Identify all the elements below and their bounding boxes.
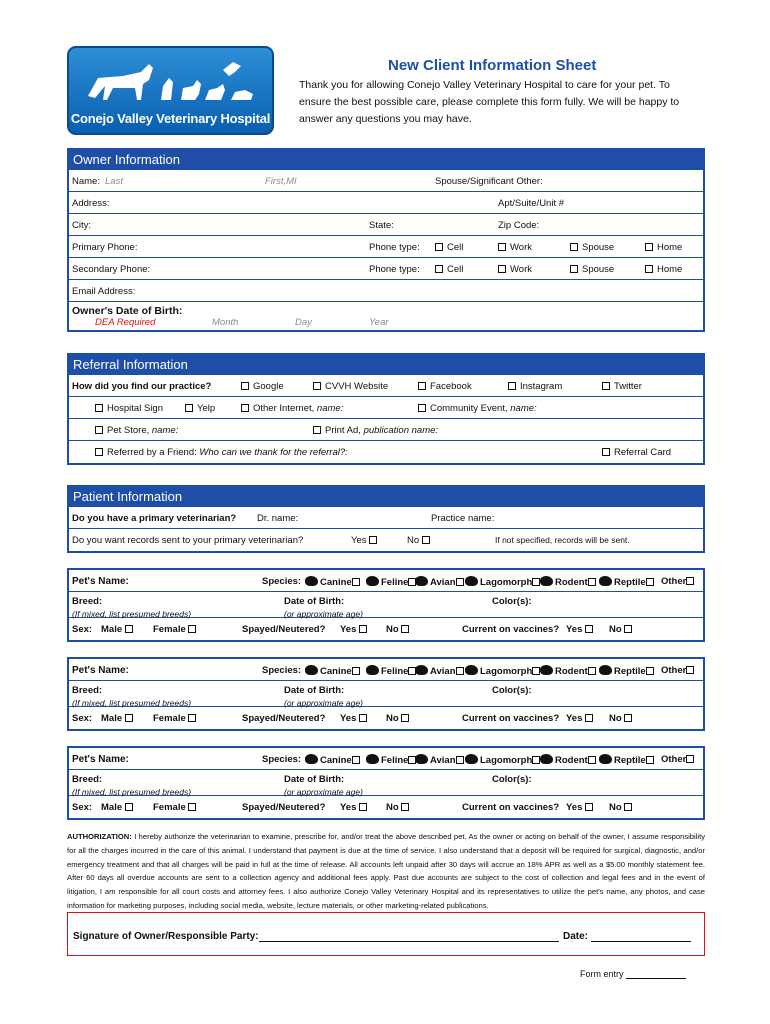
spouse-label: Spouse/Significant Other:	[435, 176, 543, 187]
pet-dob-label: Date of Birth:	[284, 596, 345, 607]
referral-row-2	[69, 397, 703, 419]
records-question: Do you want records sent to your primary veterinarian?	[72, 535, 304, 546]
pet-name-row[interactable]	[69, 570, 703, 592]
referral-section	[67, 353, 705, 465]
primary-phone-row[interactable]	[69, 236, 703, 258]
lagomorph-checkbox[interactable]: Lagomorph	[465, 754, 544, 766]
home-checkbox[interactable]: Home	[645, 242, 682, 253]
species-label: Species:	[262, 576, 302, 587]
breed-note: (If mixed, list presumed breeds)	[72, 609, 192, 619]
friend-checkbox[interactable]: Referred by a Friend: Who can we thank for the referral?:	[95, 447, 348, 458]
female-checkbox[interactable]: Female	[153, 624, 200, 635]
apt-label: Apt/Suite/Unit #	[498, 198, 565, 209]
pet-dob-note: (or approximate age)	[284, 787, 363, 797]
referral-row-1	[69, 375, 703, 397]
breed-label: Breed:	[72, 596, 103, 607]
vaccines-yes-checkbox[interactable]: Yes	[566, 802, 597, 813]
referral-heading: Referral Information	[69, 355, 703, 375]
avian-checkbox[interactable]: Avian	[415, 665, 468, 677]
print-ad-checkbox[interactable]: Print Ad, publication name:	[313, 425, 438, 436]
feline-checkbox[interactable]: Feline	[366, 754, 420, 766]
canine-checkbox[interactable]: Canine	[305, 576, 364, 588]
sex-row[interactable]	[69, 796, 703, 818]
hospital-name: Conejo Valley Veterinary Hospital	[70, 111, 271, 126]
spayed-yes-checkbox[interactable]: Yes	[340, 713, 371, 724]
dog-icon	[305, 665, 318, 675]
referral-question: How did you find our practice?	[72, 381, 212, 392]
primary-vet-question: Do you have a primary veterinarian?	[72, 513, 237, 524]
signature-field[interactable]: Signature of Owner/Responsible Party:	[73, 931, 559, 942]
dog-icon	[305, 754, 318, 764]
day-hint: Day	[295, 317, 312, 328]
dob-label: Owner's Date of Birth:	[72, 305, 183, 317]
colors-label: Color(s):	[492, 774, 532, 785]
rabbit-icon	[465, 665, 478, 675]
canine-checkbox[interactable]: Canine	[305, 665, 364, 677]
breed-note: (If mixed, list presumed breeds)	[72, 698, 192, 708]
email-label: Email Address:	[72, 286, 136, 297]
spayed-no-checkbox[interactable]: No	[386, 802, 413, 813]
other-checkbox[interactable]: Other	[661, 665, 698, 676]
breed-label: Breed:	[72, 774, 103, 785]
form-entry[interactable]	[580, 969, 686, 979]
female-checkbox[interactable]: Female	[153, 802, 200, 813]
vaccines-no-checkbox[interactable]: No	[609, 713, 636, 724]
city-row[interactable]	[69, 214, 703, 236]
pet-dob-note: (or approximate age)	[284, 698, 363, 708]
year-hint: Year	[369, 317, 389, 328]
spouse-checkbox[interactable]: Spouse	[570, 264, 614, 275]
vaccines-label: Current on vaccines?	[462, 624, 560, 635]
pet-name-label: Pet's Name:	[72, 576, 129, 587]
cat-icon	[366, 754, 379, 764]
instagram-checkbox[interactable]: Instagram	[508, 381, 562, 392]
vaccines-yes-checkbox[interactable]: Yes	[566, 713, 597, 724]
breed-note: (If mixed, list presumed breeds)	[72, 787, 192, 797]
owner-name-row[interactable]	[69, 170, 703, 192]
spayed-no-checkbox[interactable]: No	[386, 713, 413, 724]
pet-dob-label: Date of Birth:	[284, 774, 345, 785]
cat-icon	[366, 665, 379, 675]
feline-checkbox[interactable]: Feline	[366, 576, 420, 588]
address-label: Address:	[72, 198, 110, 209]
breed-row[interactable]	[69, 681, 703, 707]
sex-label: Sex:	[72, 802, 93, 813]
phone-type-label: Phone type:	[369, 242, 420, 253]
reptile-checkbox[interactable]: Reptile	[599, 576, 658, 588]
cell-checkbox[interactable]: Cell	[435, 242, 463, 253]
male-checkbox[interactable]: Male	[101, 802, 137, 813]
records-yes-checkbox[interactable]: Yes	[351, 535, 381, 546]
email-row[interactable]	[69, 280, 703, 302]
vaccines-yes-checkbox[interactable]: Yes	[566, 624, 597, 635]
lagomorph-checkbox[interactable]: Lagomorph	[465, 665, 544, 677]
bird-icon	[415, 754, 428, 764]
vaccines-no-checkbox[interactable]: No	[609, 624, 636, 635]
patient-section	[67, 485, 705, 553]
authorization-label: AUTHORIZATION:	[67, 832, 132, 841]
form-title: New Client Information Sheet	[388, 57, 597, 74]
spayed-label: Spayed/Neutered?	[242, 624, 326, 635]
vaccines-label: Current on vaccines?	[462, 713, 560, 724]
authorization-text	[67, 830, 705, 913]
avian-checkbox[interactable]: Avian	[415, 576, 468, 588]
dog-icon	[305, 576, 318, 586]
facebook-checkbox[interactable]: Facebook	[418, 381, 472, 392]
sex-label: Sex:	[72, 624, 93, 635]
reptile-icon	[599, 754, 612, 764]
colors-label: Color(s):	[492, 685, 532, 696]
community-event-checkbox[interactable]: Community Event, name:	[418, 403, 537, 414]
breed-label: Breed:	[72, 685, 103, 696]
secondary-phone-label: Secondary Phone:	[72, 264, 151, 275]
rodent-icon	[540, 576, 553, 586]
yelp-checkbox[interactable]: Yelp	[185, 403, 215, 414]
cell-checkbox[interactable]: Cell	[435, 264, 463, 275]
pet-dob-label: Date of Birth:	[284, 685, 345, 696]
referral-row-4	[69, 441, 703, 463]
primary-phone-label: Primary Phone:	[72, 242, 138, 253]
pet-name-row[interactable]	[69, 748, 703, 770]
reptile-checkbox[interactable]: Reptile	[599, 754, 658, 766]
rabbit-icon	[465, 576, 478, 586]
rodent-icon	[540, 754, 553, 764]
form-entry-label: Form entry	[580, 969, 624, 979]
bird-icon	[415, 576, 428, 586]
colors-label: Color(s):	[492, 596, 532, 607]
state-label: State:	[369, 220, 394, 231]
cat-icon	[366, 576, 379, 586]
male-checkbox[interactable]: Male	[101, 713, 137, 724]
pet-block-3	[67, 746, 705, 820]
address-row[interactable]	[69, 192, 703, 214]
reptile-icon	[599, 576, 612, 586]
rodent-checkbox[interactable]: Rodent	[540, 665, 600, 677]
work-checkbox[interactable]: Work	[498, 242, 532, 253]
spayed-no-checkbox[interactable]: No	[386, 624, 413, 635]
authorization-body: I hereby authorize the veterinarian to examine, prescribe for, and/or treat the above described pet. As the owner or acting on behalf of the owner, I assume responsibility for all the charges incurred in the care of this animal. I understand that payment is due at the time of service. I also understand that a deposit will be required for surgical, diagnostic, and/or emergency treatment and that all charges will be paid in full at the time of release. All accounts left unpaid after 30 days will accrue an 18% APR as well as a $5.00 monthly statement fee. After 60 days all overdue accounts are sent to a collection agency and additional fees apply. Past due accounts are subject to the cost of collection and legal fees and in the event of litigation, I am responsible for all court costs and attorney fees. I also authorize Conejo Valley Veterinary Hospital and its representatives to utilize the pet's name, any photos, and case information for marketing purposes, including social media, website, lecture materials, or other marketing-related publications.	[67, 832, 705, 910]
male-checkbox[interactable]: Male	[101, 624, 137, 635]
vaccines-label: Current on vaccines?	[462, 802, 560, 813]
other-checkbox[interactable]: Other	[661, 576, 698, 587]
twitter-checkbox[interactable]: Twitter	[602, 381, 642, 392]
date-field[interactable]: Date:	[563, 931, 691, 942]
other-internet-checkbox[interactable]: Other Internet, name:	[241, 403, 343, 414]
work-checkbox[interactable]: Work	[498, 264, 532, 275]
pet-block-1	[67, 568, 705, 642]
patient-heading: Patient Information	[69, 487, 703, 507]
city-label: City:	[72, 220, 91, 231]
pet-store-checkbox[interactable]: Pet Store, name:	[95, 425, 178, 436]
hospital-logo	[67, 46, 274, 135]
female-checkbox[interactable]: Female	[153, 713, 200, 724]
google-checkbox[interactable]: Google	[241, 381, 284, 392]
pet-name-label: Pet's Name:	[72, 665, 129, 676]
owner-heading: Owner Information	[69, 150, 703, 170]
pet-name-label: Pet's Name:	[72, 754, 129, 765]
rodent-icon	[540, 665, 553, 675]
practice-name-label: Practice name:	[431, 513, 495, 524]
canine-checkbox[interactable]: Canine	[305, 754, 364, 766]
sex-row[interactable]	[69, 707, 703, 729]
dob-row[interactable]	[69, 302, 703, 330]
pet-name-row[interactable]	[69, 659, 703, 681]
pet-dob-note: (or approximate age)	[284, 609, 363, 619]
bird-icon	[415, 665, 428, 675]
species-label: Species:	[262, 754, 302, 765]
rodent-checkbox[interactable]: Rodent	[540, 576, 600, 588]
first-hint: First,MI	[265, 176, 297, 187]
other-checkbox[interactable]: Other	[661, 754, 698, 765]
cvvh-website-checkbox[interactable]: CVVH Website	[313, 381, 388, 392]
reptile-checkbox[interactable]: Reptile	[599, 665, 658, 677]
spayed-label: Spayed/Neutered?	[242, 802, 326, 813]
signature-box	[67, 912, 705, 956]
dr-name-label: Dr. name:	[257, 513, 299, 524]
hospital-sign-checkbox[interactable]: Hospital Sign	[95, 403, 163, 414]
phone-type-label: Phone type:	[369, 264, 420, 275]
vaccines-no-checkbox[interactable]: No	[609, 802, 636, 813]
feline-checkbox[interactable]: Feline	[366, 665, 420, 677]
secondary-phone-row[interactable]	[69, 258, 703, 280]
records-row[interactable]	[69, 529, 703, 551]
rodent-checkbox[interactable]: Rodent	[540, 754, 600, 766]
breed-row[interactable]	[69, 592, 703, 618]
month-hint: Month	[212, 317, 239, 328]
animals-logo-icon	[83, 58, 263, 108]
spayed-label: Spayed/Neutered?	[242, 713, 326, 724]
reptile-icon	[599, 665, 612, 675]
sex-label: Sex:	[72, 713, 93, 724]
lagomorph-checkbox[interactable]: Lagomorph	[465, 576, 544, 588]
name-label: Name:	[72, 176, 100, 187]
owner-section	[67, 148, 705, 332]
species-label: Species:	[262, 665, 302, 676]
spayed-yes-checkbox[interactable]: Yes	[340, 802, 371, 813]
rabbit-icon	[465, 754, 478, 764]
spayed-yes-checkbox[interactable]: Yes	[340, 624, 371, 635]
referral-row-3	[69, 419, 703, 441]
zip-label: Zip Code:	[498, 220, 540, 231]
referral-card-checkbox[interactable]: Referral Card	[602, 447, 671, 458]
pet-block-2	[67, 657, 705, 731]
primary-vet-row[interactable]	[69, 507, 703, 529]
sex-row[interactable]	[69, 618, 703, 640]
avian-checkbox[interactable]: Avian	[415, 754, 468, 766]
breed-row[interactable]	[69, 770, 703, 796]
intro-text: Thank you for allowing Conejo Valley Veterinary Hospital to care for your pet. To ensure the best possible care, please complete this form fully. We will be happy to answer any questions you may have.	[299, 79, 680, 125]
records-no-checkbox[interactable]: No	[407, 535, 434, 546]
home-checkbox[interactable]: Home	[645, 264, 682, 275]
last-hint: Last	[105, 176, 123, 187]
records-note: If not specified, records will be sent.	[495, 535, 630, 545]
spouse-checkbox[interactable]: Spouse	[570, 242, 614, 253]
dea-note: DEA Required	[95, 317, 156, 328]
